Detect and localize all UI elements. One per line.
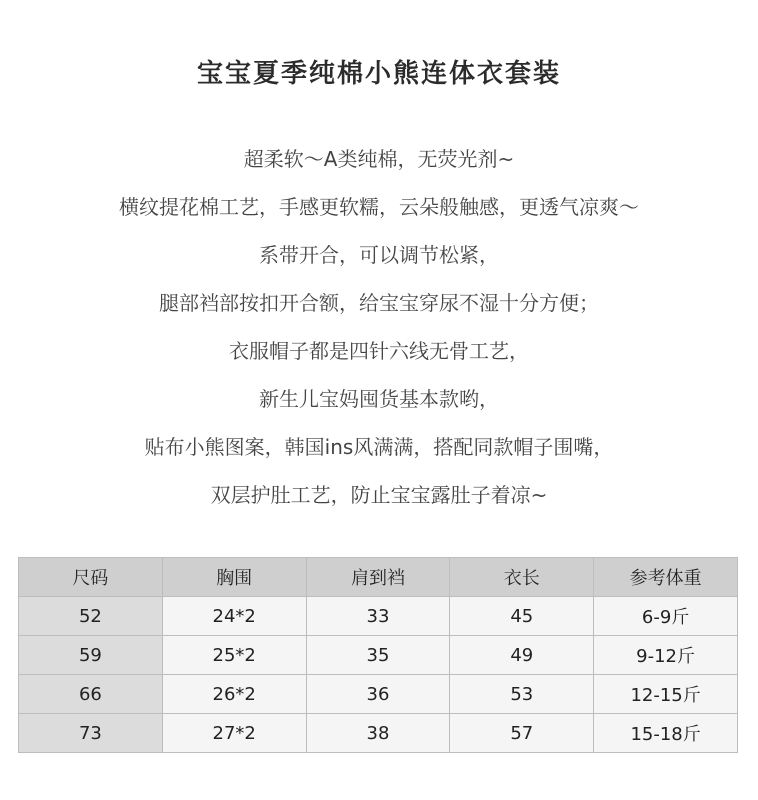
- description-line: 贴布小熊图案，韩国ins风满满，搭配同款帽子围嘴，: [144, 435, 614, 459]
- cell-weight: 12-15斤: [594, 675, 738, 714]
- cell-size: 73: [19, 714, 163, 753]
- cell-size: 66: [19, 675, 163, 714]
- cell-shoulder-to-crotch: 36: [306, 675, 450, 714]
- cell-shoulder-to-crotch: 38: [306, 714, 450, 753]
- cell-chest: 25*2: [162, 636, 306, 675]
- header-chest: 胸围: [162, 558, 306, 597]
- description-line: 系带开合，可以调节松紧，: [259, 243, 499, 267]
- table-row: [19, 597, 738, 636]
- table-row: [19, 714, 738, 753]
- cell-chest: 26*2: [162, 675, 306, 714]
- description-line: 双层护肚工艺，防止宝宝露肚子着凉~: [210, 483, 548, 507]
- cell-length: 57: [450, 714, 594, 753]
- description-line: 衣服帽子都是四针六线无骨工艺，: [229, 339, 529, 363]
- cell-shoulder-to-crotch: 35: [306, 636, 450, 675]
- size-table: [18, 557, 738, 753]
- header-weight: 参考体重: [594, 558, 738, 597]
- cell-size: 59: [19, 636, 163, 675]
- cell-shoulder-to-crotch: 33: [306, 597, 450, 636]
- cell-length: 49: [450, 636, 594, 675]
- cell-weight: 9-12斤: [594, 636, 738, 675]
- cell-size: 52: [19, 597, 163, 636]
- header-shoulder-to-crotch: 肩到裆: [306, 558, 450, 597]
- table-header-row: [19, 558, 738, 597]
- cell-chest: 27*2: [162, 714, 306, 753]
- cell-length: 53: [450, 675, 594, 714]
- cell-weight: 6-9斤: [594, 597, 738, 636]
- cell-chest: 24*2: [162, 597, 306, 636]
- product-description: [0, 142, 758, 526]
- header-length: 衣长: [450, 558, 594, 597]
- table-row: [19, 675, 738, 714]
- cell-length: 45: [450, 597, 594, 636]
- header-size: 尺码: [19, 558, 163, 597]
- table-row: [19, 636, 738, 675]
- description-line: 横纹提花棉工艺，手感更软糯，云朵般触感，更透气凉爽～: [119, 195, 639, 219]
- product-title: 宝宝夏季纯棉小熊连体衣套装: [196, 59, 561, 89]
- description-line: 腿部裆部按扣开合额，给宝宝穿尿不湿十分方便；: [159, 291, 599, 315]
- description-line: 新生儿宝妈囤货基本款哟，: [259, 387, 499, 411]
- description-line: 超柔软～A类纯棉，无荧光剂~: [243, 147, 515, 171]
- cell-weight: 15-18斤: [594, 714, 738, 753]
